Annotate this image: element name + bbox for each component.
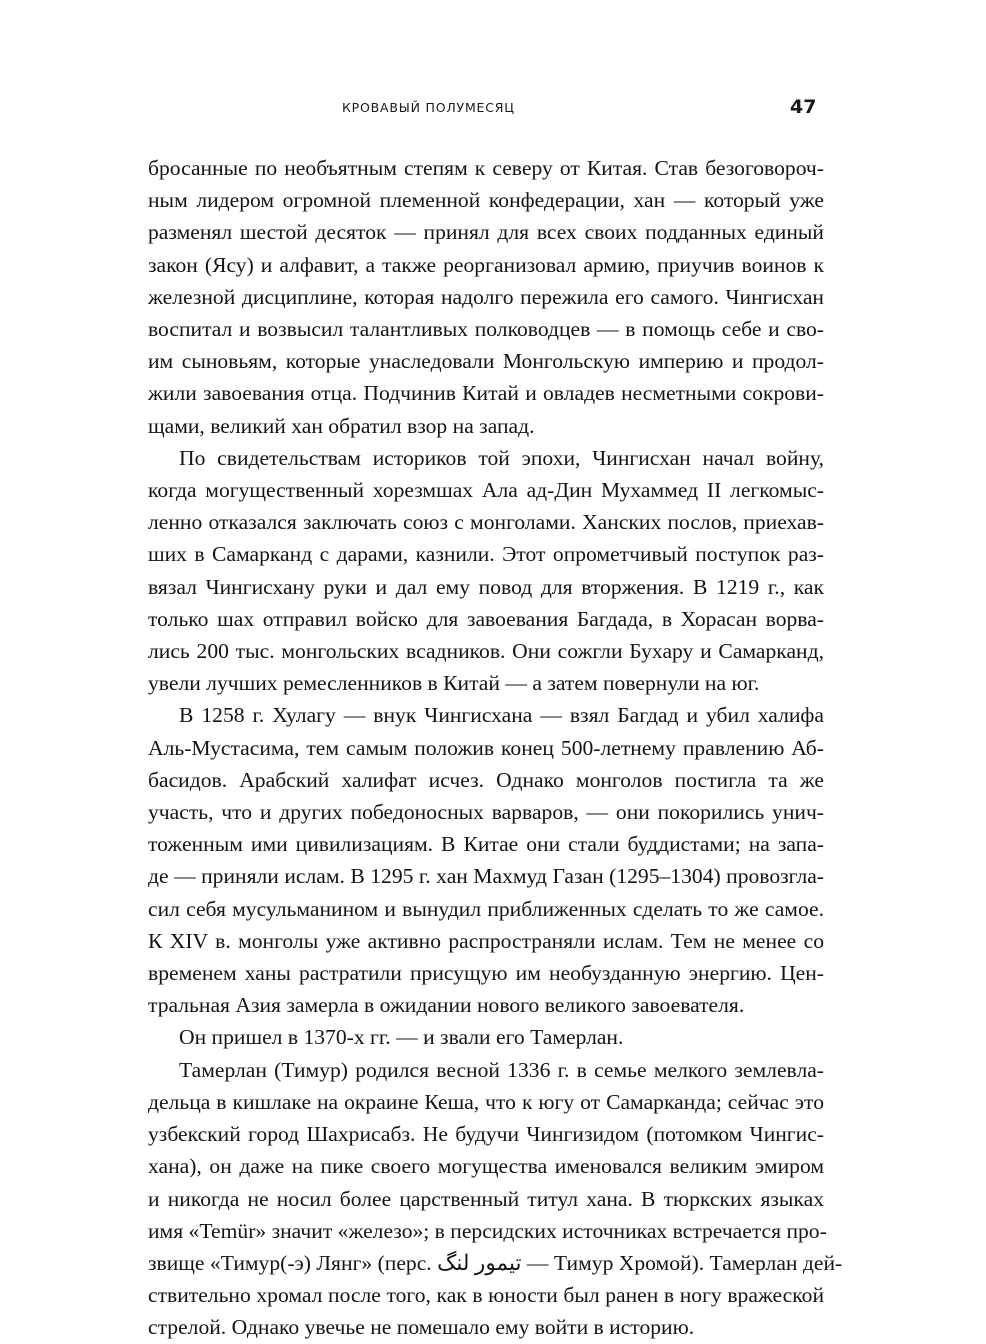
text-line: закон (Ясу) и алфавит, а также реорганизовал армию, приучив воинов к <box>148 252 824 277</box>
text-line: им сыновьям, которые унаследовали Монгольскую империю и продол- <box>148 349 824 374</box>
text-line: звище «Тимур(-э) Лянг» (перс. تیمور لنگ — Тимур Хромой). Тамерлан дей- <box>148 1250 843 1275</box>
text-line: Он пришел в 1370-х гг. — и звали его Тамерлан. <box>179 1025 624 1050</box>
text-line: участь, что и других победоносных варваров, — они покорились унич- <box>148 800 824 825</box>
text-line: хана), он даже на пике своего могущества именовался великим эмиром <box>148 1154 824 1179</box>
text-line: только шах отправил войско для завоевания Багдада, в Хорасан ворва- <box>148 606 824 631</box>
paragraph <box>148 1021 824 1053</box>
paragraph <box>148 699 824 1021</box>
text-line: ших в Самарканд с дарами, казнили. Этот опрометчивый поступок раз- <box>148 542 824 567</box>
text-line: ным лидером огромной племенной конфедерации, хан — который уже <box>148 188 824 213</box>
text-line: временем ханы растратили присущую им необузданную энергию. Цен- <box>148 961 824 986</box>
text-line: басидов. Арабский халифат исчез. Однако монголов постигла та же <box>148 767 824 792</box>
text-line: тральная Азия замерла в ожидании нового великого завоевателя. <box>148 993 745 1018</box>
paragraph <box>148 442 824 700</box>
text-line: сил себя мусульманином и вынудил приближенных сделать то же самое. <box>148 896 824 921</box>
text-line: Тамерлан (Тимур) родился весной 1336 г. в семье мелкого землевла- <box>179 1057 824 1082</box>
text-line: К XIV в. монголы уже активно распространяли ислам. Тем не менее со <box>148 928 824 953</box>
text-line: увели лучших ремесленников в Китай — а затем повернули на юг. <box>148 671 760 696</box>
paragraph <box>148 1054 843 1344</box>
running-head: КРОВАВЫЙ ПОЛУМЕСЯЦ <box>342 100 515 115</box>
text-line: имя «Temür» значит «железо»; в персидских источниках встречается про- <box>148 1218 827 1243</box>
text-line: жили завоевания отца. Подчинив Китай и овладев несметными сокрови- <box>148 381 824 406</box>
text-line: По свидетельствам историков той эпохи, Чингисхан начал войну, <box>179 445 824 470</box>
text-line: лись 200 тыс. монгольских всадников. Они сожгли Бухару и Самарканд, <box>148 639 824 664</box>
text-line: стрелой. Однако увечье не помешало ему войти в историю. <box>148 1315 695 1340</box>
body-text <box>148 152 843 1344</box>
text-line: узбекский город Шахрисабз. Не будучи Чингизидом (потомком Чингис- <box>148 1122 824 1147</box>
text-line: ленно отказался заключать союз с монголами. Ханских послов, приехав- <box>148 510 824 535</box>
text-line: Аль-Мустасима, тем самым положив конец 500-летнему правлению Аб- <box>148 735 824 760</box>
text-line: щами, великий хан обратил взор на запад. <box>148 413 535 438</box>
text-line: де — приняли ислам. В 1295 г. хан Махмуд Газан (1295–1304) провозгла- <box>148 864 824 889</box>
text-line: дельца в кишлаке на окраине Кеша, что к югу от Самарканда; сейчас это <box>148 1089 824 1114</box>
text-line: бросанные по необъятным степям к северу от Китая. Став безоговороч- <box>148 156 824 180</box>
text-line: разменял шестой десяток — принял для всех своих подданных единый <box>148 220 824 245</box>
text-line: и никогда не носил более царственный титул хана. В тюркских языках <box>148 1186 824 1211</box>
text-line: В 1258 г. Хулагу — внук Чингисхана — взял Багдад и убил халифа <box>179 703 824 728</box>
page-number: 47 <box>790 96 817 118</box>
text-line: когда могущественный хорезмшах Ала ад-Дин Мухаммед II легкомыс- <box>148 478 824 503</box>
text-line: вязал Чингисхану руки и дал ему повод для вторжения. В 1219 г., как <box>148 574 824 599</box>
text-line: воспитал и возвысил талантливых полководцев — в помощь себе и сво- <box>148 317 824 342</box>
paragraph <box>148 152 824 442</box>
text-line: железной дисциплине, которая надолго пережила его самого. Чингисхан <box>148 284 824 309</box>
text-line: ствительно хромал после того, как в юности был ранен в ногу вражеской <box>148 1283 824 1308</box>
text-line: тоженным ими цивилизациям. В Китае они стали буддистами; на запа- <box>148 832 824 857</box>
